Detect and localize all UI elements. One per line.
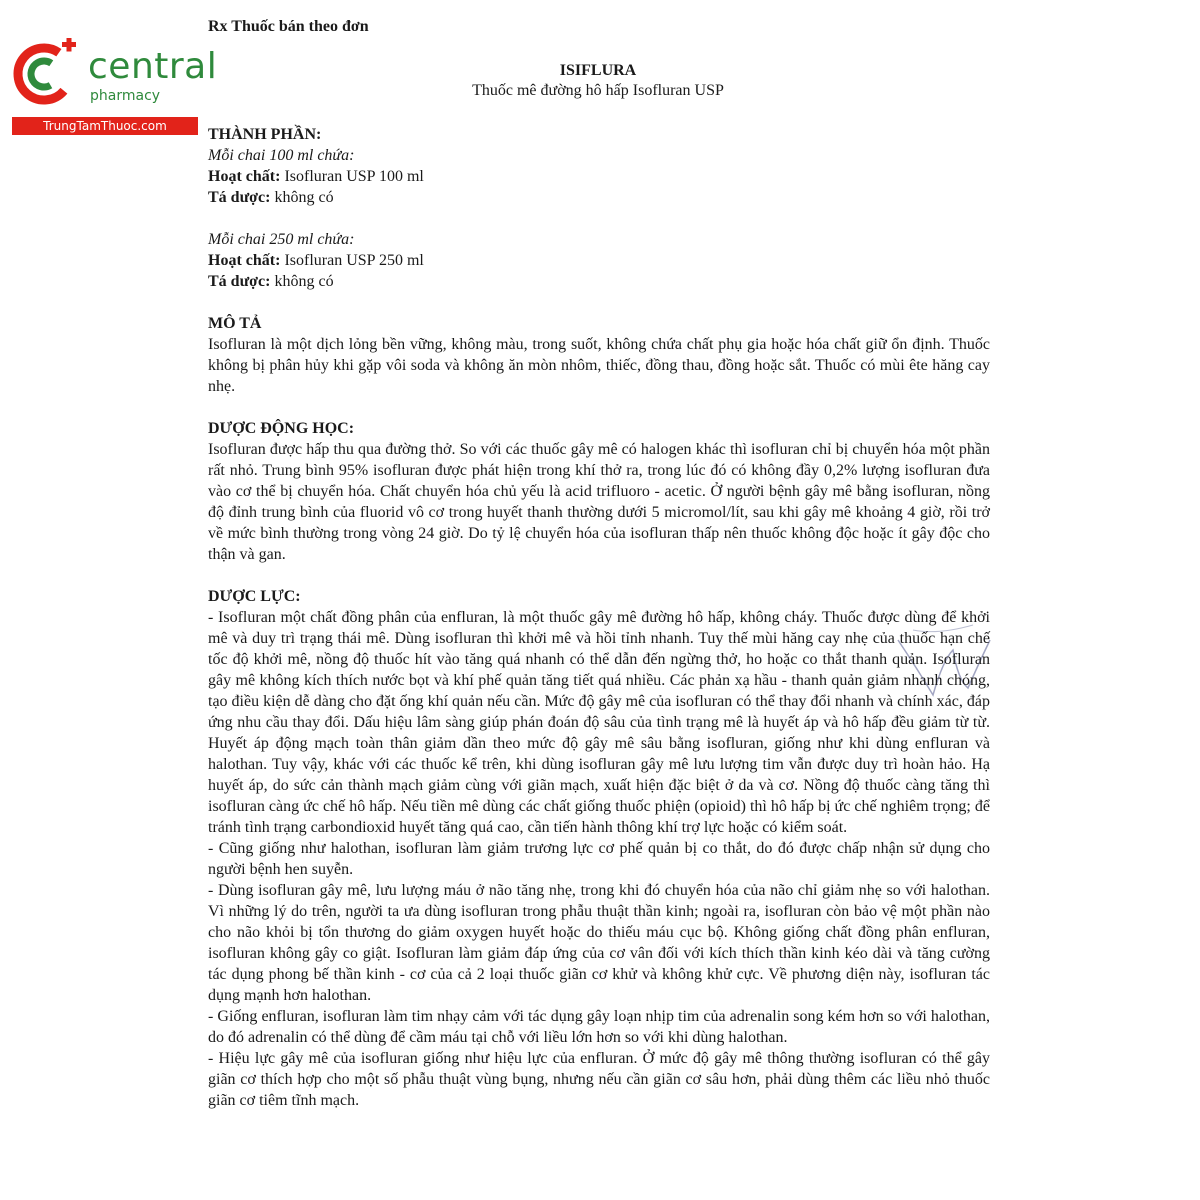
bottle-100-active bbox=[208, 166, 990, 187]
description-text: Isofluran là một dịch lỏng bền vững, không màu, trong suốt, không chứa chất phụ gia hoặc hóa chất giữ ổn định. Thuốc không bị phân hủy khi gặp vôi soda và không ăn mòn nhôm, thiếc, đồng thau, đồng hoặc sắt. Thuốc có mùi ête hăng cay nhẹ. bbox=[208, 336, 990, 395]
bottle-250-active bbox=[208, 250, 990, 271]
bottle-250-excipient bbox=[208, 271, 990, 292]
pharmacodynamics-paragraph: - Dùng isofluran gây mê, lưu lượng máu ở não tăng nhẹ, trong khi đó chuyển hóa của não chỉ giảm nhẹ so với halothan. Vì những lý do trên, người ta ưa dùng isofluran trong phẫu thuật thần kinh; ngoài ra, isofluran còn bảo vệ một phần nào cho não khỏi bị tổn thương do giảm oxygen huyết hoặc do thiếu máu cục bộ. Không giống chất đồng phân enfluran, isofluran không gây co giật. Isofluran làm giảm đáp ứng của cơ vân đối với kích thích thần kinh kéo dài và tăng cường tác dụng phong bế thần kinh - cơ của cả 2 loại thuốc giãn cơ khử và không khử cực. Về phương diện này, isofluran tác dụng mạnh hơn halothan. bbox=[208, 882, 990, 1004]
excipient-value: không có bbox=[274, 273, 334, 290]
product-subtitle: Thuốc mê đường hô hấp Isofluran USP bbox=[472, 82, 724, 99]
logo-website-badge[interactable]: TrungTamThuoc.com bbox=[12, 117, 198, 135]
composition-heading: THÀNH PHẦN: bbox=[208, 126, 322, 143]
description-heading: MÔ TẢ bbox=[208, 315, 262, 332]
excipient-label: Tá dược: bbox=[208, 189, 271, 206]
pharmacodynamics-paragraph: - Hiệu lực gây mê của isofluran giống như hiệu lực của enfluran. Ở mức độ gây mê thông thường isofluran có thể gây giãn cơ thích hợp cho một số phẫu thuật vùng bụng, nhưng nếu cần giãn cơ sâu hơn, phải dùng thêm các liều nhỏ thuốc giãn cơ tiêm tĩnh mạch. bbox=[208, 1050, 990, 1109]
pharmacodynamics-paragraph: - Cũng giống như halothan, isofluran làm giảm trương lực cơ phế quản bị co thắt, do đó được chấp nhận sử dụng cho người bệnh hen suyễn. bbox=[208, 840, 990, 878]
prescription-label: Rx Thuốc bán theo đơn bbox=[208, 18, 369, 35]
logo-subtitle: pharmacy bbox=[90, 88, 161, 104]
active-value: Isofluran USP 250 ml bbox=[284, 252, 424, 269]
bottle-250-label: Mỗi chai 250 ml chứa: bbox=[208, 231, 355, 248]
pharmacokinetics-heading: DƯỢC ĐỘNG HỌC: bbox=[208, 420, 355, 437]
pharmacodynamics-heading: DƯỢC LỰC: bbox=[208, 588, 301, 605]
active-value: Isofluran USP 100 ml bbox=[284, 168, 424, 185]
excipient-value: không có bbox=[274, 189, 334, 206]
bottle-100-label: Mỗi chai 100 ml chứa: bbox=[208, 147, 355, 164]
pharmacodynamics-paragraph: - Giống enfluran, isofluran làm tim nhạy cảm với tác dụng gây loạn nhịp tim của adrenalin song kém hơn so với halothan, do đó adrenalin có thể dùng để cầm máu tại chỗ với liều lớn hơn so với khi dùng halothan. bbox=[208, 1008, 990, 1046]
pharmacokinetics-text: Isofluran được hấp thu qua đường thở. So với các thuốc gây mê có halogen khác thì isofluran chỉ bị chuyển hóa một phần rất nhỏ. Trung bình 95% isofluran được phát hiện trong khí thở ra, trong lúc đó có không đầy 0,2% lượng isofluran đưa vào cơ thể bị chuyển hóa. Chất chuyển hóa chủ yếu là acid trifluoro - acetic. Ở người bệnh gây mê bằng isofluran, nồng độ đỉnh trung bình của fluorid vô cơ trong huyết thanh thường dưới 5 micromol/lít, sau khi gây mê khoảng 4 giờ, rồi trở về mức bình thường trong vòng 24 giờ. Do tỷ lệ chuyển hóa của isofluran thấp nên thuốc không độc hoặc ít gây độc cho thận và gan. bbox=[208, 441, 990, 563]
pharmacodynamics-paragraph: - Isofluran một chất đồng phân của enfluran, là một thuốc gây mê đường hô hấp, không cháy. Thuốc được dùng để khởi mê và duy trì trạng thái mê. Dùng isofluran thì khởi mê và hồi tỉnh nhanh. Tuy thế mùi hăng cay nhẹ của thuốc hạn chế tốc độ khởi mê, nồng độ thuốc hít vào tăng quá nhanh có thể dẫn đến ngừng thở, ho hoặc co thắt thanh quản. Isofluran gây mê không kích thích nước bọt và khí phế quản tăng tiết quá nhiều. Các phản xạ hầu - thanh quản giảm nhanh chóng, tạo điều kiện dễ dàng cho đặt ống khí quản nếu cần. Mức độ gây mê của isofluran có thể thay đổi nhanh và chính xác, đáp ứng nhu cầu thay đổi. Dấu hiệu lâm sàng giúp phán đoán độ sâu của tình trạng mê là huyết áp và hô hấp đều giảm từ từ. Huyết áp động mạch toàn thân giảm dần theo mức độ gây mê sâu bằng isofluran, giống như khi dùng enfluran và halothan. Tuy vậy, khác với các thuốc kể trên, khi dùng isofluran gây mê lưu lượng tim vẫn được duy trì hoàn hảo. Hạ huyết áp, do sức cản thành mạch giảm cùng với giãn mạch, xuất hiện đặc biệt ở da và cơ. Nồng độ thuốc càng tăng thì isofluran càng ức chế hô hấp. Nếu tiền mê dùng các chất giống thuốc phiện (opioid) thì hô hấp bị ức chế nghiêm trọng; để tránh tình trạng carbondioxid huyết tăng quá cao, cần tiến hành thông khí trợ lực hoặc có kiểm soát. bbox=[208, 609, 990, 836]
bottle-100-excipient bbox=[208, 187, 990, 208]
product-title: ISIFLURA bbox=[559, 62, 637, 79]
active-label: Hoạt chất: bbox=[208, 252, 281, 269]
leaflet-body bbox=[208, 124, 990, 1111]
active-label: Hoạt chất: bbox=[208, 168, 281, 185]
excipient-label: Tá dược: bbox=[208, 273, 271, 290]
logo-brand-name: central bbox=[88, 46, 218, 87]
